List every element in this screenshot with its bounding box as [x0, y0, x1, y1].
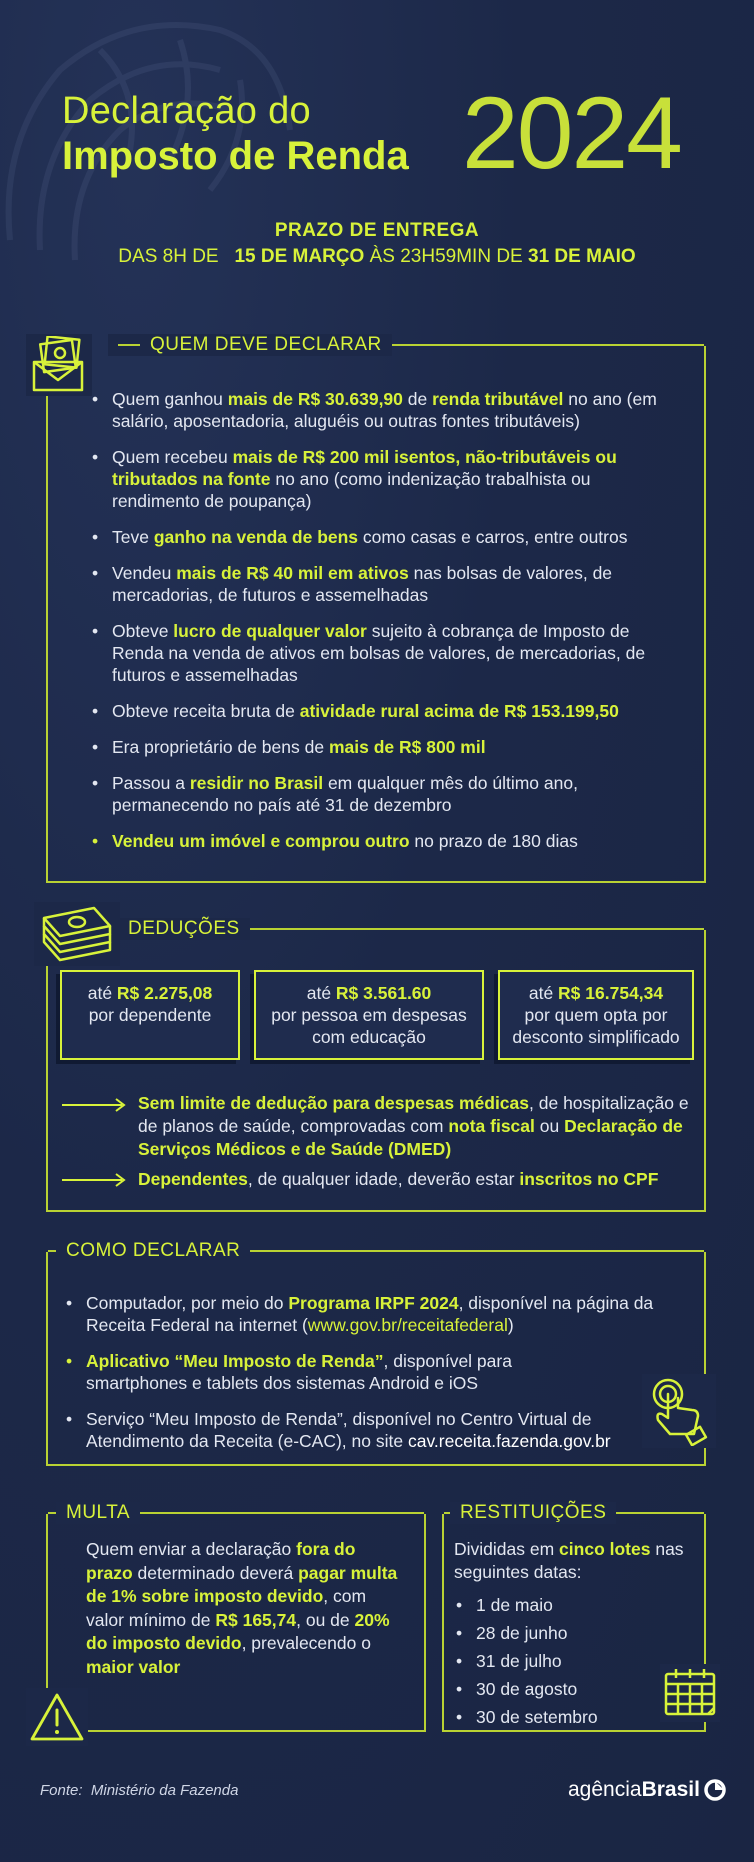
title-line1: Declaração do — [62, 90, 311, 132]
restituicao-date: • 31 de julho — [454, 1650, 654, 1672]
brand-b: Brasil — [641, 1778, 700, 1801]
como-item-3: • Serviço “Meu Imposto de Renda”, disponível no Centro Virtual de Atendimento da Receita (e-CAC), no site cav.receita.fazenda.gov.br — [64, 1408, 664, 1452]
restituicoes-intro: Divididas em cinco lotes nas seguintes datas: — [454, 1539, 684, 1582]
restituicoes-dates — [454, 1594, 654, 1734]
quem-list — [90, 388, 680, 866]
restituicao-date: • 28 de junho — [454, 1622, 654, 1644]
como-item-2: • Aplicativo “Meu Imposto de Renda”, disponível para smartphones e tablets dos sistemas Android e iOS — [64, 1350, 664, 1394]
deadline-end: 31 DE MAIO — [528, 246, 636, 267]
quem-item: • Obteve lucro de qualquer valor sujeito à cobrança de Imposto de Renda na venda de ativos em bolsas de valores, de mercadorias, de futuros e assemelhadas — [90, 620, 680, 686]
restituicao-date: • 30 de setembro — [454, 1706, 654, 1728]
brand-logo-icon — [703, 1778, 727, 1802]
note1-t2: ou — [534, 1116, 565, 1136]
deducoes-cards — [60, 970, 694, 1060]
como-section-label: COMO DECLARAR — [56, 1240, 250, 1262]
deducao-card: até R$ 16.754,34 por quem opta por desconto simplificado — [498, 970, 694, 1060]
title-year: 2024 — [462, 76, 681, 190]
deducoes-section — [46, 918, 706, 1212]
arrow-right-icon — [62, 1098, 128, 1112]
quem-item: • Vendeu mais de R$ 40 mil em ativos nas bolsas de valores, de mercadorias, de futuros e assemelhadas — [90, 562, 680, 606]
deadline-start: 15 DE MARÇO — [234, 246, 365, 267]
note2-t1: , de qualquer idade, deverão estar — [247, 1169, 520, 1189]
footer-source: Fonte: Ministério da Fazenda — [40, 1782, 239, 1799]
quem-item: • Quem ganhou mais de R$ 30.639,90 de renda tributável no ano (em salário, aposentadoria, aluguéis ou outras fontes tributáveis) — [90, 388, 680, 432]
deducao-card: até R$ 2.275,08 por dependente — [60, 970, 240, 1060]
quem-item: • Era proprietário de bens de mais de R$ 800 mil — [90, 736, 680, 758]
quem-deve-declarar-section — [46, 334, 706, 883]
multa-text: Quem enviar a declaração fora do prazo determinado deverá pagar multa de 1% sobre imposto devido, com valor mínimo de R$ 165,74, ou de 20% do imposto devido, prevalecendo o maior valor — [86, 1539, 398, 1677]
deducao-note-1 — [62, 1092, 692, 1161]
arrow-right-icon — [62, 1173, 128, 1187]
como-item-1: • Computador, por meio do Programa IRPF 2024, disponível na página da Receita Federal na internet (www.gov.br/receitafederal) — [64, 1292, 664, 1336]
quem-item: • Quem recebeu mais de R$ 200 mil isentos, não-tributáveis ou tributados na fonte no ano (como indenização trabalhista ou rendimento de poupança) — [90, 446, 680, 512]
quem-item: • Obteve receita bruta de atividade rural acima de R$ 153.199,50 — [90, 700, 680, 722]
como-declarar-section — [46, 1240, 706, 1466]
note2-b2: inscritos no CPF — [519, 1169, 659, 1189]
quem-item: • Vendeu um imóvel e comprou outro no prazo de 180 dias — [90, 830, 680, 852]
warning-icon — [26, 1688, 88, 1746]
restituicao-date: • 30 de agosto — [454, 1678, 654, 1700]
multa-section — [46, 1502, 426, 1732]
restituicao-date: • 1 de maio — [454, 1594, 654, 1616]
note1-t1: , de hospitalização e de planos de saúde, comprovadas com — [138, 1093, 689, 1136]
deadline-text — [0, 246, 754, 268]
touch-hand-icon — [642, 1374, 716, 1448]
multa-section-label: MULTA — [56, 1502, 140, 1524]
como-list — [64, 1292, 664, 1466]
calendar-icon — [660, 1664, 720, 1722]
restituicoes-section-label: RESTITUIÇÕES — [450, 1502, 616, 1524]
note1-b1: Sem limite de dedução para despesas médicas — [138, 1093, 530, 1113]
note2-b1: Dependentes — [138, 1169, 248, 1189]
note1-b2: nota fiscal — [448, 1116, 535, 1136]
deadline-pre: DAS 8H DE — [118, 246, 219, 267]
deducao-card: até R$ 3.561.60 por pessoa em despesas com educação — [254, 970, 484, 1060]
deducoes-section-label: DEDUÇÕES — [118, 918, 250, 940]
cash-stack-icon — [34, 902, 120, 966]
brand-logo — [568, 1778, 727, 1802]
quem-section-label: QUEM DEVE DECLARAR — [108, 334, 392, 356]
title-line2: Imposto de Renda — [62, 134, 409, 178]
brand-a: agência — [568, 1778, 642, 1801]
quem-item: • Passou a residir no Brasil em qualquer mês do último ano, permanecendo no país até 31 de dezembro — [90, 772, 680, 816]
note1-b3: Declaração de Serviços Médicos e de Saúde (DMED) — [138, 1116, 683, 1159]
money-envelope-icon — [26, 334, 92, 396]
deadline-heading: PRAZO DE ENTREGA — [274, 220, 480, 241]
deadline-mid: ÀS 23H59MIN DE — [369, 246, 523, 267]
quem-item: • Teve ganho na venda de bens como casas e carros, entre outros — [90, 526, 680, 548]
deducao-note-2 — [62, 1168, 692, 1191]
